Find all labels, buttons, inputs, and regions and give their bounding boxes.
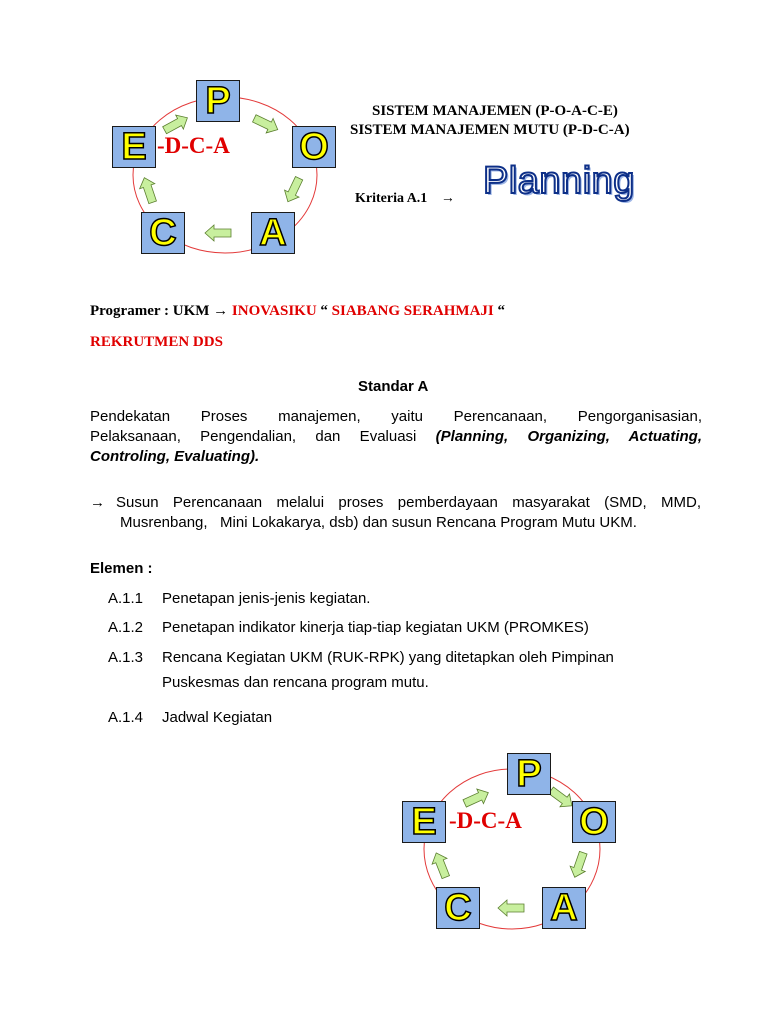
title-line-1: SISTEM MANAJEMEN (P-O-A-C-E)	[372, 103, 618, 119]
letter-e: E	[121, 126, 147, 168]
letter-a: A	[259, 212, 287, 254]
standar-para-line-2	[90, 427, 702, 447]
arrow-a-to-c	[498, 900, 524, 916]
elemen-code-3: A.1.3	[108, 649, 144, 666]
standar-para-line-2-bold: (Planning, Organizing, Actuating,	[435, 428, 702, 445]
standar-para-line-1: Pendekatan Proses manajemen, yaitu Perencanaan, Pengorganisasian,	[90, 408, 702, 425]
letter-a-bottom: A	[550, 887, 578, 929]
box-e-bottom	[402, 801, 446, 843]
poace-cycle-diagram-bottom	[400, 753, 630, 933]
poace-cycle-diagram-top	[110, 80, 340, 260]
letter-c-bottom: C	[444, 887, 472, 929]
arrow-a-to-c	[205, 225, 231, 241]
letter-e-bottom: E	[411, 801, 437, 843]
letter-o-bottom: O	[579, 801, 609, 843]
box-c-bottom	[436, 887, 480, 929]
elemen-text-1: Penetapan jenis-jenis kegiatan.	[162, 590, 371, 607]
elemen-code-2: A.1.2	[108, 619, 144, 636]
arrow-o-to-a	[281, 175, 307, 205]
letter-o: O	[299, 126, 329, 168]
arrow-c-to-e	[137, 175, 160, 205]
siabang-text: SIABANG SERAHMAJI	[331, 303, 494, 319]
inovasiku-text: INOVASIKU	[231, 303, 317, 319]
arrow-o-to-a	[567, 850, 591, 880]
elemen-text-3-cont: Puskesmas dan rencana program mutu.	[162, 674, 429, 691]
arrow-p-to-o	[251, 111, 281, 137]
box-c	[141, 212, 185, 254]
standar-para-line-3	[90, 447, 259, 467]
programer-line	[90, 303, 505, 320]
box-p-bottom	[507, 753, 551, 795]
elemen-title: Elemen :	[90, 560, 153, 577]
standar-title: Standar A	[358, 378, 429, 395]
bullet-line-2: Musrenbang, Mini Lokakarya, dsb) dan susun Rencana Program Mutu UKM.	[120, 514, 637, 531]
title-line-2: SISTEM MANAJEMEN MUTU (P-D-C-A)	[350, 122, 630, 138]
standar-para-line-2-text: Pelaksanaan, Pengendalian, dan Evaluasi	[90, 428, 417, 445]
bullet-arrow: →	[90, 494, 105, 511]
edca-label-bottom: -D-C-A	[449, 808, 522, 833]
box-a	[251, 212, 295, 254]
letter-c: C	[149, 212, 177, 254]
letter-p-bottom: P	[516, 753, 542, 795]
edca-label: -D-C-A	[157, 133, 230, 158]
elemen-code-4: A.1.4	[108, 709, 144, 726]
programer-arrow: →	[213, 303, 229, 319]
kriteria-arrow: →	[440, 191, 455, 206]
kriteria-row	[355, 191, 455, 207]
elemen-code-1: A.1.1	[108, 590, 144, 607]
standar-para-line-3-bold: Controling, Evaluating).	[90, 448, 260, 465]
box-a-bottom	[542, 887, 586, 929]
elemen-text-3: Rencana Kegiatan UKM (RUK-RPK) yang ditetapkan oleh Pimpinan	[162, 649, 614, 666]
elemen-text-4: Jadwal Kegiatan	[162, 709, 273, 726]
box-o	[292, 126, 336, 168]
quote-close: “	[497, 303, 506, 319]
elemen-text-2: Penetapan indikator kinerja tiap-tiap kegiatan UKM (PROMKES)	[162, 619, 589, 636]
quote-open: “	[320, 303, 328, 319]
box-p	[196, 80, 240, 122]
letter-p: P	[205, 80, 231, 122]
kriteria-label: Kriteria A.1	[355, 191, 428, 206]
programer-label: Programer : UKM	[90, 303, 210, 319]
arrow-e-to-p	[461, 785, 491, 810]
bullet-line-1: Susun Perencanaan melalui proses pemberdayaan masyarakat (SMD, MMD,	[116, 494, 701, 511]
arrow-c-to-e	[429, 850, 453, 880]
box-e	[112, 126, 156, 168]
rekrutmen-heading: REKRUTMEN DDS	[90, 334, 223, 350]
planning-wordart: Planning	[483, 160, 635, 202]
box-o-bottom	[572, 801, 616, 843]
